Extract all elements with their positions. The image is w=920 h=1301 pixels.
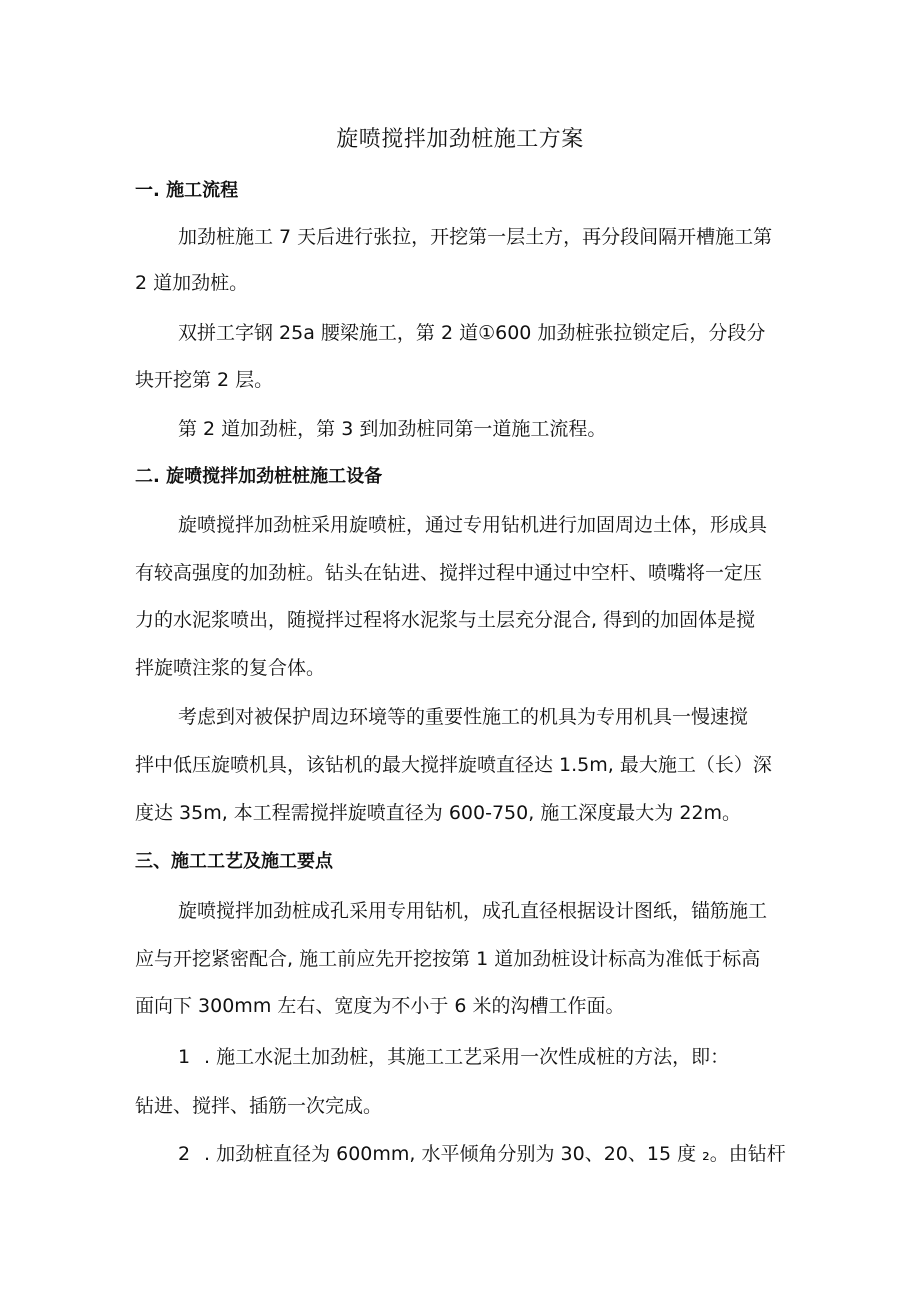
paragraph-line: 力的水泥浆喷出，随搅拌过程将水泥浆与土层充分混合, 得到的加固体是搅 bbox=[135, 609, 756, 631]
paragraph-line: 双拼工字钢 25a 腰梁施工，第 2 道①600 加劲桩张拉锁定后，分段分 bbox=[178, 322, 766, 344]
numbered-item-2 bbox=[178, 1139, 786, 1169]
section-heading-2: 二. 旋喷搅拌加劲桩桩施工设备 bbox=[135, 466, 383, 487]
paragraph-line: 旋喷搅拌加劲桩成孔采用专用钻机，成孔直径根据设计图纸，锚筋施工 bbox=[178, 900, 768, 922]
section-heading-3: 三、施工工艺及施工要点 bbox=[135, 851, 333, 872]
paragraph-line: 拌旋喷注浆的复合体。 bbox=[135, 657, 326, 679]
numbered-item-1 bbox=[178, 1042, 729, 1072]
item-number: 2 bbox=[178, 1143, 191, 1165]
paragraph-line: 第 2 道加劲桩，第 3 到加劲桩同第一道施工流程。 bbox=[178, 418, 607, 440]
paragraph-line: 旋喷搅拌加劲桩采用旋喷桩，通过专用钻机进行加固周边土体，形成具 bbox=[178, 514, 768, 536]
paragraph-line: 应与开挖紧密配合, 施工前应先开挖按第 1 道加劲桩设计标高为准低于标高 bbox=[135, 948, 761, 970]
paragraph-line: 面向下 300mm 左右、宽度为不小于 6 米的沟槽工作面。 bbox=[135, 995, 625, 1017]
item-text: . 施工水泥土加劲桩，其施工工艺采用一次性成桩的方法，即： bbox=[204, 1046, 730, 1068]
paragraph-line: 有较高强度的加劲桩。钻头在钻进、搅拌过程中通过中空杆、喷嘴将一定压 bbox=[135, 562, 763, 584]
item-text: . 加劲桩直径为 600mm, 水平倾角分别为 30、20、15 度 ₂。由钻杆 bbox=[204, 1143, 786, 1165]
paragraph-line: 块开挖第 2 层。 bbox=[135, 369, 274, 391]
paragraph-line: 考虑到对被保护周边环境等的重要性施工的机具为专用机具一慢速搅 bbox=[178, 706, 749, 728]
paragraph-line: 加劲桩施工 7 天后进行张拉，开挖第一层土方，再分段间隔开槽施工第 bbox=[178, 226, 773, 248]
paragraph-line: 拌中低压旋喷机具，该钻机的最大搅拌旋喷直径达 1.5m, 最大施工（长）深 bbox=[135, 754, 772, 776]
paragraph-line: 度达 35m, 本工程需搅拌旋喷直径为 600-750, 施工深度最大为 22m。 bbox=[135, 802, 742, 824]
document-title: 旋喷搅拌加劲桩施工方案 bbox=[336, 127, 584, 152]
paragraph-line: 2 道加劲桩。 bbox=[135, 272, 249, 294]
paragraph-line: 钻进、搅拌、插筋一次完成。 bbox=[135, 1095, 383, 1117]
section-heading-1: 一. 施工流程 bbox=[135, 180, 239, 201]
item-number: 1 bbox=[178, 1046, 191, 1068]
